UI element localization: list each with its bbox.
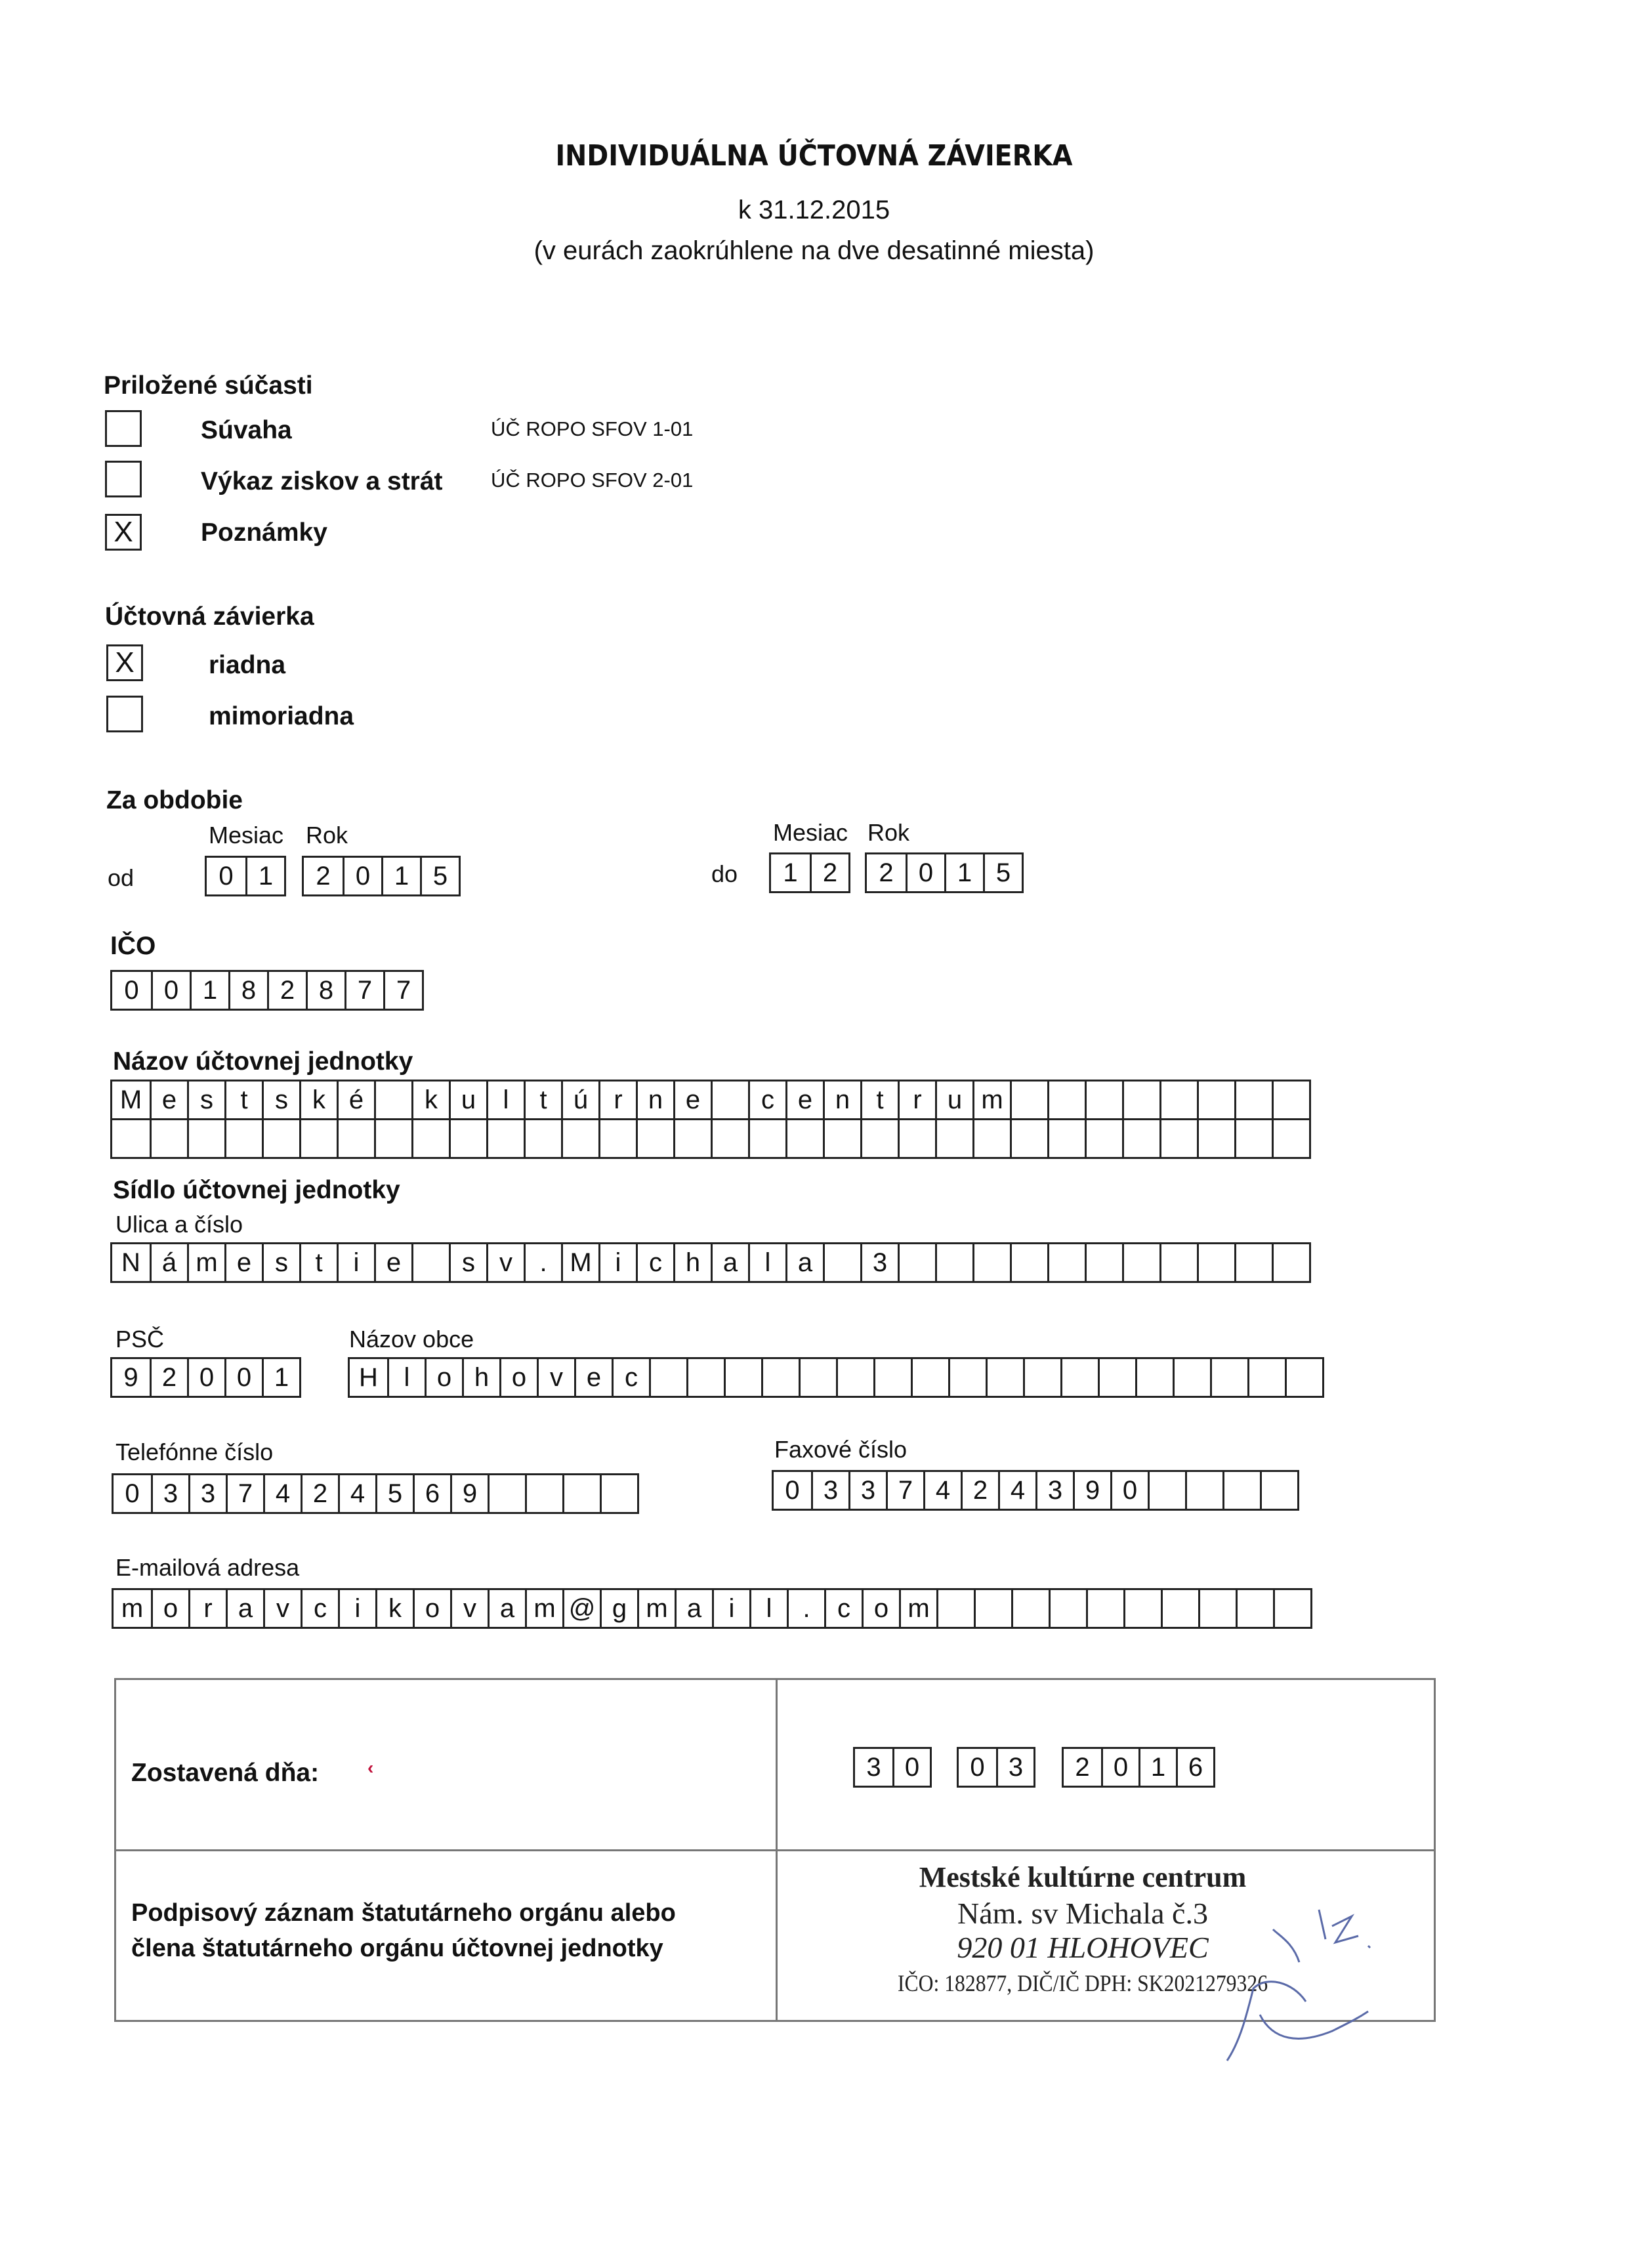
to-month-label: Mesiac xyxy=(773,819,848,846)
period-heading: Za obdobie xyxy=(106,786,243,814)
char-cell: i xyxy=(712,1590,749,1627)
char-cell xyxy=(1247,1359,1285,1396)
char-cell: r xyxy=(898,1082,935,1118)
statement-type-heading: Účtovná závierka xyxy=(105,602,314,631)
document-title: INDIVIDUÁLNA ÚČTOVNÁ ZÁVIERKA xyxy=(555,139,1073,173)
char-cell: l xyxy=(387,1359,425,1396)
char-cell xyxy=(1197,1120,1234,1157)
char-cell xyxy=(785,1120,823,1157)
char-cell: M xyxy=(561,1244,598,1281)
char-cell xyxy=(1023,1359,1060,1396)
char-cell: 7 xyxy=(886,1472,923,1509)
char-cell: 1 xyxy=(944,854,983,891)
char-cell: 0 xyxy=(1110,1472,1148,1509)
city-label: Názov obce xyxy=(349,1326,474,1353)
street-field[interactable] xyxy=(110,1242,1311,1283)
char-cell: o xyxy=(499,1359,537,1396)
from-year-label: Rok xyxy=(306,822,348,849)
char-cell xyxy=(1272,1244,1309,1281)
char-cell xyxy=(986,1359,1023,1396)
char-cell: v xyxy=(537,1359,574,1396)
char-cell xyxy=(711,1120,748,1157)
char-cell: r xyxy=(188,1590,226,1627)
char-cell: c xyxy=(748,1082,785,1118)
from-year-field[interactable] xyxy=(302,856,461,896)
char-cell: o xyxy=(413,1590,450,1627)
char-cell: 0 xyxy=(151,972,190,1009)
char-cell xyxy=(1047,1244,1085,1281)
psc-field[interactable] xyxy=(110,1357,301,1398)
char-cell: l xyxy=(486,1082,524,1118)
char-cell: t xyxy=(299,1244,337,1281)
char-cell xyxy=(112,1120,150,1157)
char-cell: 2 xyxy=(316,862,331,891)
char-cell: a xyxy=(226,1590,263,1627)
char-cell xyxy=(898,1120,935,1157)
psc-label: PSČ xyxy=(115,1326,165,1353)
char-cell: 4 xyxy=(338,1475,375,1512)
char-cell: 8 xyxy=(228,972,267,1009)
char-cell xyxy=(1236,1590,1273,1627)
char-cell: v xyxy=(450,1590,488,1627)
char-cell: é xyxy=(337,1082,374,1118)
char-cell: v xyxy=(263,1590,301,1627)
char-cell: 2 xyxy=(301,1475,338,1512)
char-cell: 1 xyxy=(262,1359,299,1396)
char-cell: 4 xyxy=(263,1475,301,1512)
char-cell xyxy=(1185,1472,1222,1509)
char-cell: t xyxy=(860,1082,898,1118)
attachments-heading: Priložené súčasti xyxy=(104,371,313,400)
char-cell: 0 xyxy=(892,1749,930,1786)
char-cell xyxy=(1272,1082,1309,1118)
char-cell: 3 xyxy=(866,1753,881,1782)
char-cell: 5 xyxy=(983,854,1022,891)
char-cell xyxy=(1260,1472,1297,1509)
char-cell: N xyxy=(121,1248,140,1277)
char-cell xyxy=(935,1120,972,1157)
char-cell xyxy=(1159,1244,1197,1281)
char-cell xyxy=(1122,1082,1159,1118)
char-cell: . xyxy=(787,1590,824,1627)
char-cell xyxy=(748,1120,785,1157)
char-cell xyxy=(561,1120,598,1157)
char-cell: 6 xyxy=(413,1475,450,1512)
email-label: E-mailová adresa xyxy=(115,1554,300,1581)
char-cell xyxy=(1234,1120,1272,1157)
char-cell: i xyxy=(598,1244,636,1281)
char-cell xyxy=(1173,1359,1210,1396)
char-cell xyxy=(299,1120,337,1157)
char-cell: M xyxy=(119,1085,142,1114)
compiled-label: Zostavená dňa: xyxy=(131,1759,320,1787)
char-cell xyxy=(1122,1244,1159,1281)
char-cell: 3 xyxy=(996,1749,1033,1786)
char-cell xyxy=(873,1359,911,1396)
char-cell xyxy=(948,1359,986,1396)
char-cell: 4 xyxy=(998,1472,1035,1509)
char-cell: 0 xyxy=(224,1359,262,1396)
char-cell: 3 xyxy=(1035,1472,1073,1509)
char-cell: l xyxy=(749,1590,787,1627)
char-cell: 1 xyxy=(381,858,420,894)
ico-label: IČO xyxy=(110,932,156,960)
char-cell: 2 xyxy=(961,1472,998,1509)
char-cell xyxy=(1197,1244,1234,1281)
char-cell: s xyxy=(449,1244,486,1281)
char-cell: 7 xyxy=(383,972,422,1009)
char-cell xyxy=(673,1120,711,1157)
compiled-year-field[interactable] xyxy=(1062,1747,1215,1788)
char-cell xyxy=(711,1082,748,1118)
char-cell: u xyxy=(449,1082,486,1118)
char-cell xyxy=(488,1475,525,1512)
char-cell xyxy=(1198,1590,1236,1627)
char-cell xyxy=(1272,1120,1309,1157)
char-cell xyxy=(600,1475,637,1512)
phone-field[interactable] xyxy=(112,1473,639,1514)
char-cell: u xyxy=(935,1082,972,1118)
char-cell xyxy=(1085,1082,1122,1118)
char-cell: m xyxy=(972,1082,1010,1118)
char-cell: 1 xyxy=(1138,1749,1176,1786)
char-cell xyxy=(449,1120,486,1157)
char-cell: m xyxy=(637,1590,675,1627)
compiled-month-field[interactable] xyxy=(957,1747,1035,1788)
label-riadna: riadna xyxy=(209,651,286,679)
char-cell xyxy=(935,1244,972,1281)
char-cell: . xyxy=(524,1244,561,1281)
char-cell: á xyxy=(150,1244,187,1281)
char-cell: 0 xyxy=(906,854,944,891)
handwritten-signature xyxy=(1194,1890,1404,2074)
label-vykaz: Výkaz ziskov a strát xyxy=(201,467,443,495)
char-cell: 0 xyxy=(785,1476,800,1505)
code-suvaha: ÚČ ROPO SFOV 1-01 xyxy=(491,417,694,440)
char-cell xyxy=(823,1244,860,1281)
compiled-day-field[interactable] xyxy=(853,1747,932,1788)
char-cell: c xyxy=(636,1244,673,1281)
char-cell xyxy=(1047,1120,1085,1157)
char-cell: 1 xyxy=(245,858,284,894)
char-cell: s xyxy=(262,1244,299,1281)
char-cell: 3 xyxy=(188,1475,226,1512)
char-cell xyxy=(1285,1359,1322,1396)
char-cell: r xyxy=(598,1082,636,1118)
char-cell: 0 xyxy=(124,976,139,1005)
char-cell: 5 xyxy=(420,858,459,894)
char-cell xyxy=(936,1590,974,1627)
char-cell: 2 xyxy=(1075,1753,1090,1782)
char-cell: i xyxy=(338,1590,375,1627)
char-cell: 3 xyxy=(151,1475,188,1512)
char-cell: k xyxy=(299,1082,337,1118)
char-cell: h xyxy=(673,1244,711,1281)
from-label: od xyxy=(108,864,135,891)
char-cell xyxy=(486,1120,524,1157)
char-cell: 9 xyxy=(450,1475,488,1512)
char-cell: c xyxy=(824,1590,862,1627)
char-cell xyxy=(1159,1120,1197,1157)
char-cell: n xyxy=(636,1082,673,1118)
email-field[interactable] xyxy=(112,1588,1312,1629)
fax-field[interactable] xyxy=(772,1470,1299,1511)
char-cell: e xyxy=(785,1082,823,1118)
table-divider-horizontal xyxy=(114,1849,1436,1851)
stamp-line-2: Nám. sv Michala č.3 xyxy=(957,1897,1208,1930)
char-cell: 2 xyxy=(150,1359,187,1396)
to-year-field[interactable] xyxy=(865,852,1024,893)
char-cell: e xyxy=(150,1082,187,1118)
char-cell: t xyxy=(524,1082,561,1118)
char-cell xyxy=(1234,1082,1272,1118)
char-cell xyxy=(374,1082,411,1118)
char-cell xyxy=(411,1244,449,1281)
char-cell xyxy=(598,1120,636,1157)
char-cell: k xyxy=(411,1082,449,1118)
char-cell xyxy=(224,1120,262,1157)
char-cell xyxy=(836,1359,873,1396)
char-cell: e xyxy=(374,1244,411,1281)
char-cell xyxy=(150,1120,187,1157)
char-cell xyxy=(187,1120,224,1157)
char-cell xyxy=(1010,1120,1047,1157)
char-cell: e xyxy=(574,1359,612,1396)
char-cell: e xyxy=(673,1082,711,1118)
phone-label: Telefónne číslo xyxy=(115,1438,274,1465)
char-cell: 0 xyxy=(187,1359,224,1396)
char-cell xyxy=(337,1120,374,1157)
to-label: do xyxy=(711,860,738,887)
char-cell: 7 xyxy=(344,972,383,1009)
char-cell: 6 xyxy=(1176,1749,1213,1786)
char-cell xyxy=(262,1120,299,1157)
checkbox-suvaha[interactable] xyxy=(105,410,142,447)
label-poznamky: Poznámky xyxy=(201,518,327,547)
char-cell: e xyxy=(224,1244,262,1281)
currency-note: (v eurách zaokrúhlene na dve desatinné miesta) xyxy=(533,236,1095,265)
char-cell xyxy=(1135,1359,1173,1396)
char-cell: 0 xyxy=(125,1479,140,1508)
char-cell: 0 xyxy=(1101,1749,1138,1786)
char-cell xyxy=(823,1120,860,1157)
char-cell xyxy=(761,1359,799,1396)
char-cell: 0 xyxy=(970,1753,985,1782)
char-cell xyxy=(1047,1082,1085,1118)
char-cell xyxy=(524,1120,561,1157)
char-cell: 1 xyxy=(783,858,798,887)
char-cell xyxy=(1098,1359,1135,1396)
checkbox-vykaz[interactable] xyxy=(105,461,142,497)
city-field[interactable] xyxy=(348,1357,1324,1398)
char-cell: 0 xyxy=(219,862,234,891)
char-cell xyxy=(562,1475,600,1512)
char-cell xyxy=(1148,1472,1185,1509)
char-cell xyxy=(525,1475,562,1512)
char-cell: 5 xyxy=(375,1475,413,1512)
char-cell: a xyxy=(488,1590,525,1627)
char-cell xyxy=(1011,1590,1049,1627)
char-cell: 1 xyxy=(190,972,228,1009)
stamp-line-4: IČO: 182877, DIČ/IČ DPH: SK2021279326 xyxy=(897,1970,1268,1996)
char-cell: 2 xyxy=(879,858,894,887)
char-cell xyxy=(374,1120,411,1157)
checkbox-poznamky[interactable]: X xyxy=(105,514,142,551)
char-cell: 9 xyxy=(123,1363,138,1392)
char-cell: 8 xyxy=(306,972,344,1009)
label-mimoriadna: mimoriadna xyxy=(209,702,354,730)
to-month-field[interactable] xyxy=(769,852,850,893)
char-cell: t xyxy=(224,1082,262,1118)
char-cell: o xyxy=(425,1359,462,1396)
char-cell: s xyxy=(187,1082,224,1118)
entity-name-row-1 xyxy=(112,1082,1309,1118)
char-cell: l xyxy=(748,1244,785,1281)
char-cell: 3 xyxy=(811,1472,848,1509)
char-cell xyxy=(972,1244,1010,1281)
char-cell: 7 xyxy=(226,1475,263,1512)
checkbox-riadna[interactable]: X xyxy=(106,644,143,681)
entity-name-row-2 xyxy=(112,1118,1309,1157)
char-cell: 4 xyxy=(923,1472,961,1509)
char-cell: h xyxy=(462,1359,499,1396)
from-month-label: Mesiac xyxy=(209,822,284,849)
char-cell: i xyxy=(337,1244,374,1281)
char-cell xyxy=(636,1120,673,1157)
from-month-field[interactable] xyxy=(205,856,286,896)
char-cell: a xyxy=(675,1590,712,1627)
char-cell: 2 xyxy=(810,854,848,891)
char-cell xyxy=(1273,1590,1310,1627)
char-cell: k xyxy=(375,1590,413,1627)
char-cell xyxy=(649,1359,686,1396)
fax-label: Faxové číslo xyxy=(774,1436,908,1463)
char-cell: @ xyxy=(562,1590,600,1627)
char-cell xyxy=(911,1359,948,1396)
red-mark: ‹ xyxy=(367,1757,374,1778)
char-cell xyxy=(1010,1082,1047,1118)
char-cell: c xyxy=(612,1359,649,1396)
char-cell xyxy=(1060,1359,1098,1396)
char-cell: m xyxy=(121,1594,144,1623)
char-cell xyxy=(898,1244,935,1281)
checkbox-mimoriadna[interactable] xyxy=(106,696,143,732)
char-cell: 0 xyxy=(343,858,381,894)
char-cell xyxy=(1122,1120,1159,1157)
char-cell: 3 xyxy=(860,1244,898,1281)
char-cell xyxy=(1123,1590,1161,1627)
char-cell xyxy=(1159,1082,1197,1118)
entity-name-label: Názov účtovnej jednotky xyxy=(113,1047,413,1076)
char-cell: m xyxy=(899,1590,936,1627)
char-cell xyxy=(411,1120,449,1157)
date-line: k 31.12.2015 xyxy=(738,196,890,224)
stamp-line-1: Mestské kultúrne centrum xyxy=(919,1861,1247,1893)
char-cell xyxy=(1234,1244,1272,1281)
char-cell: 2 xyxy=(267,972,306,1009)
signature-label-line-2: člena štatutárneho orgánu účtovnej jednotky xyxy=(131,1935,663,1962)
char-cell xyxy=(1086,1590,1123,1627)
char-cell xyxy=(1085,1120,1122,1157)
char-cell: g xyxy=(600,1590,637,1627)
signature-label-line-1: Podpisový záznam štatutárneho orgánu alebo xyxy=(131,1899,676,1927)
entity-name-field[interactable] xyxy=(110,1080,1311,1159)
char-cell: o xyxy=(151,1590,188,1627)
char-cell xyxy=(1085,1244,1122,1281)
char-cell xyxy=(1049,1590,1086,1627)
char-cell xyxy=(724,1359,761,1396)
seat-label: Sídlo účtovnej jednotky xyxy=(113,1176,400,1204)
char-cell: c xyxy=(301,1590,338,1627)
code-vykaz: ÚČ ROPO SFOV 2-01 xyxy=(491,469,694,492)
char-cell: m xyxy=(525,1590,562,1627)
char-cell: o xyxy=(862,1590,899,1627)
char-cell: n xyxy=(823,1082,860,1118)
label-suvaha: Súvaha xyxy=(201,416,292,444)
char-cell xyxy=(972,1120,1010,1157)
char-cell xyxy=(1161,1590,1198,1627)
street-label: Ulica a číslo xyxy=(115,1211,243,1238)
char-cell xyxy=(1197,1082,1234,1118)
char-cell: a xyxy=(711,1244,748,1281)
char-cell xyxy=(1222,1472,1260,1509)
char-cell: 3 xyxy=(848,1472,886,1509)
signature-label xyxy=(131,1895,676,1966)
char-cell xyxy=(1210,1359,1247,1396)
char-cell xyxy=(799,1359,836,1396)
char-cell xyxy=(686,1359,724,1396)
char-cell: H xyxy=(359,1363,378,1392)
char-cell: ú xyxy=(561,1082,598,1118)
char-cell: 9 xyxy=(1073,1472,1110,1509)
char-cell xyxy=(974,1590,1011,1627)
char-cell: m xyxy=(187,1244,224,1281)
char-cell xyxy=(860,1120,898,1157)
char-cell: v xyxy=(486,1244,524,1281)
to-year-label: Rok xyxy=(867,819,910,846)
char-cell: s xyxy=(262,1082,299,1118)
char-cell: a xyxy=(785,1244,823,1281)
ico-field[interactable] xyxy=(110,970,424,1011)
char-cell xyxy=(1010,1244,1047,1281)
stamp-line-3: 920 01 HLOHOVEC xyxy=(957,1931,1209,1964)
